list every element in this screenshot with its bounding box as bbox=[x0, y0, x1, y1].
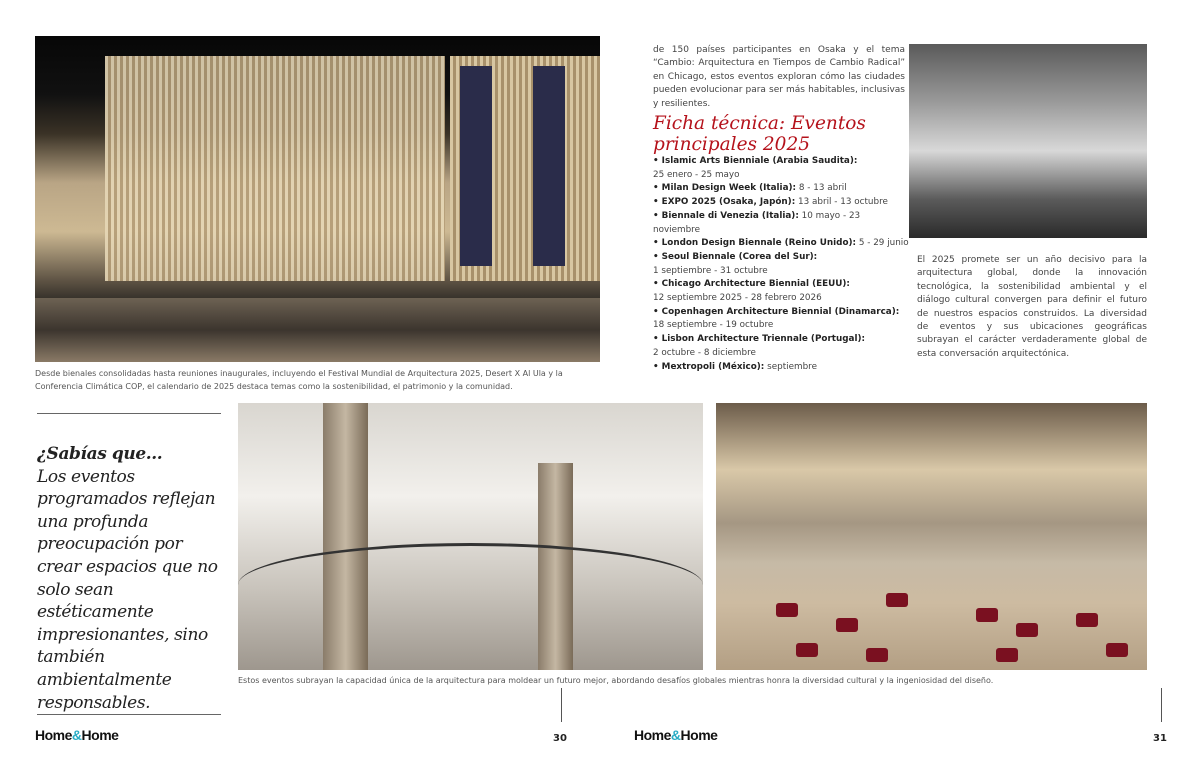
event-name: • Lisbon Architecture Triennale (Portugal): bbox=[653, 334, 866, 345]
event-name: • Chicago Architecture Biennial (EEUU): bbox=[653, 279, 850, 290]
event-item bbox=[653, 333, 909, 360]
divider bbox=[1161, 688, 1162, 722]
event-item bbox=[653, 210, 909, 237]
divider bbox=[561, 688, 562, 722]
event-item bbox=[653, 251, 909, 278]
closing-paragraph: El 2025 promete ser un año decisivo para la arquitectura global, donde la innovación tecnológica, la sostenibilidad ambiental y el diálogo cultural convergen para definir el futuro de nuestros espacios construidos. La diversidad de eventos y sus ubicaciones geográficas subrayan el carácter verdaderamente global de esta conversación arquitectónica. bbox=[917, 255, 1147, 359]
photo-caption: Desde bienales consolidadas hasta reuniones inaugurales, incluyendo el Festival Mundial de Arquitectura 2025, Desert X Al Ula y la Conferencia Climática COP, el calendario de 2025 destaca temas como la sostenibilidad, el patrimonio y la comunidad. bbox=[35, 369, 563, 391]
logo-home-and-home: Home&Home bbox=[634, 727, 718, 743]
event-item bbox=[653, 155, 909, 182]
event-name: • Islamic Arts Bienniale (Arabia Saudita): bbox=[653, 156, 858, 166]
events-list bbox=[653, 155, 909, 374]
photo-gallery-interior bbox=[909, 44, 1147, 238]
event-date: 25 enero - 25 mayo bbox=[653, 169, 740, 180]
page-number: 30 bbox=[553, 733, 567, 744]
event-date: 18 septiembre - 19 octubre bbox=[653, 320, 774, 331]
bottom-caption: Estos eventos subrayan la capacidad única de la arquitectura para moldear un futuro mejor, abordando desafíos globales mientras honra la diversidad cultural y la ingeniosidad del diseño. bbox=[238, 676, 994, 685]
event-name: • London Design Biennale (Reino Unido): bbox=[653, 238, 857, 249]
photo-night-pavilion bbox=[35, 36, 600, 362]
event-date: septiembre bbox=[767, 361, 817, 372]
ramp bbox=[238, 543, 703, 613]
divider bbox=[37, 714, 221, 715]
event-date: 13 abril - 13 octubre bbox=[798, 197, 888, 208]
event-item bbox=[653, 278, 909, 305]
event-date: 10 mayo - 23 noviembre bbox=[653, 210, 861, 235]
column bbox=[323, 403, 368, 670]
event-name: • Milan Design Week (Italia): bbox=[653, 183, 797, 194]
event-item bbox=[653, 182, 909, 196]
divider bbox=[37, 413, 221, 414]
banner bbox=[460, 66, 492, 266]
quote-lead: ¿Sabías que... bbox=[37, 444, 163, 464]
event-date: 5 - 29 junio bbox=[858, 238, 909, 249]
event-name: • Seoul Biennale (Corea del Sur): bbox=[653, 251, 818, 262]
event-item bbox=[653, 196, 909, 210]
reflecting-pool bbox=[35, 298, 600, 362]
intro-text: de 150 países participantes en Osaka y el tema “Cambio: Arquitectura en Tiempos de Cambio Radical” en Chicago, estos eventos exploran cómo las ciudades pueden evolucionar para ser más habitables, inclusivas y resilientes. bbox=[653, 45, 905, 109]
photo-hall-seating bbox=[716, 403, 1147, 670]
event-date: 1 septiembre - 31 octubre bbox=[653, 265, 768, 276]
event-item bbox=[653, 306, 909, 333]
event-name: • Copenhagen Architecture Biennial (Dinamarca): bbox=[653, 306, 900, 317]
event-date: 2 octubre - 8 diciembre bbox=[653, 347, 756, 358]
logo-home-and-home: Home&Home bbox=[35, 727, 119, 743]
event-name: • Mextropoli (México): bbox=[653, 361, 765, 372]
quote-body: Los eventos programados reflejan una profunda preocupación por crear espacios que no solo sean estéticamente impresionantes, sino también ambientalmente responsables. bbox=[37, 466, 218, 713]
pull-quote bbox=[37, 443, 227, 714]
photo-ramp-interior bbox=[238, 403, 703, 670]
event-date: 8 - 13 abril bbox=[798, 183, 847, 194]
event-name: • EXPO 2025 (Osaka, Japón): bbox=[653, 197, 796, 208]
building-facade bbox=[105, 56, 445, 281]
event-item bbox=[653, 361, 909, 375]
page-number: 31 bbox=[1153, 733, 1167, 744]
event-name: • Biennale di Venezia (Italia): bbox=[653, 210, 799, 221]
ficha-title: Ficha técnica: Eventos principales 2025 bbox=[653, 113, 866, 155]
event-item bbox=[653, 237, 909, 251]
event-date: 12 septiembre 2025 - 28 febrero 2026 bbox=[653, 293, 822, 304]
banner bbox=[533, 66, 565, 266]
